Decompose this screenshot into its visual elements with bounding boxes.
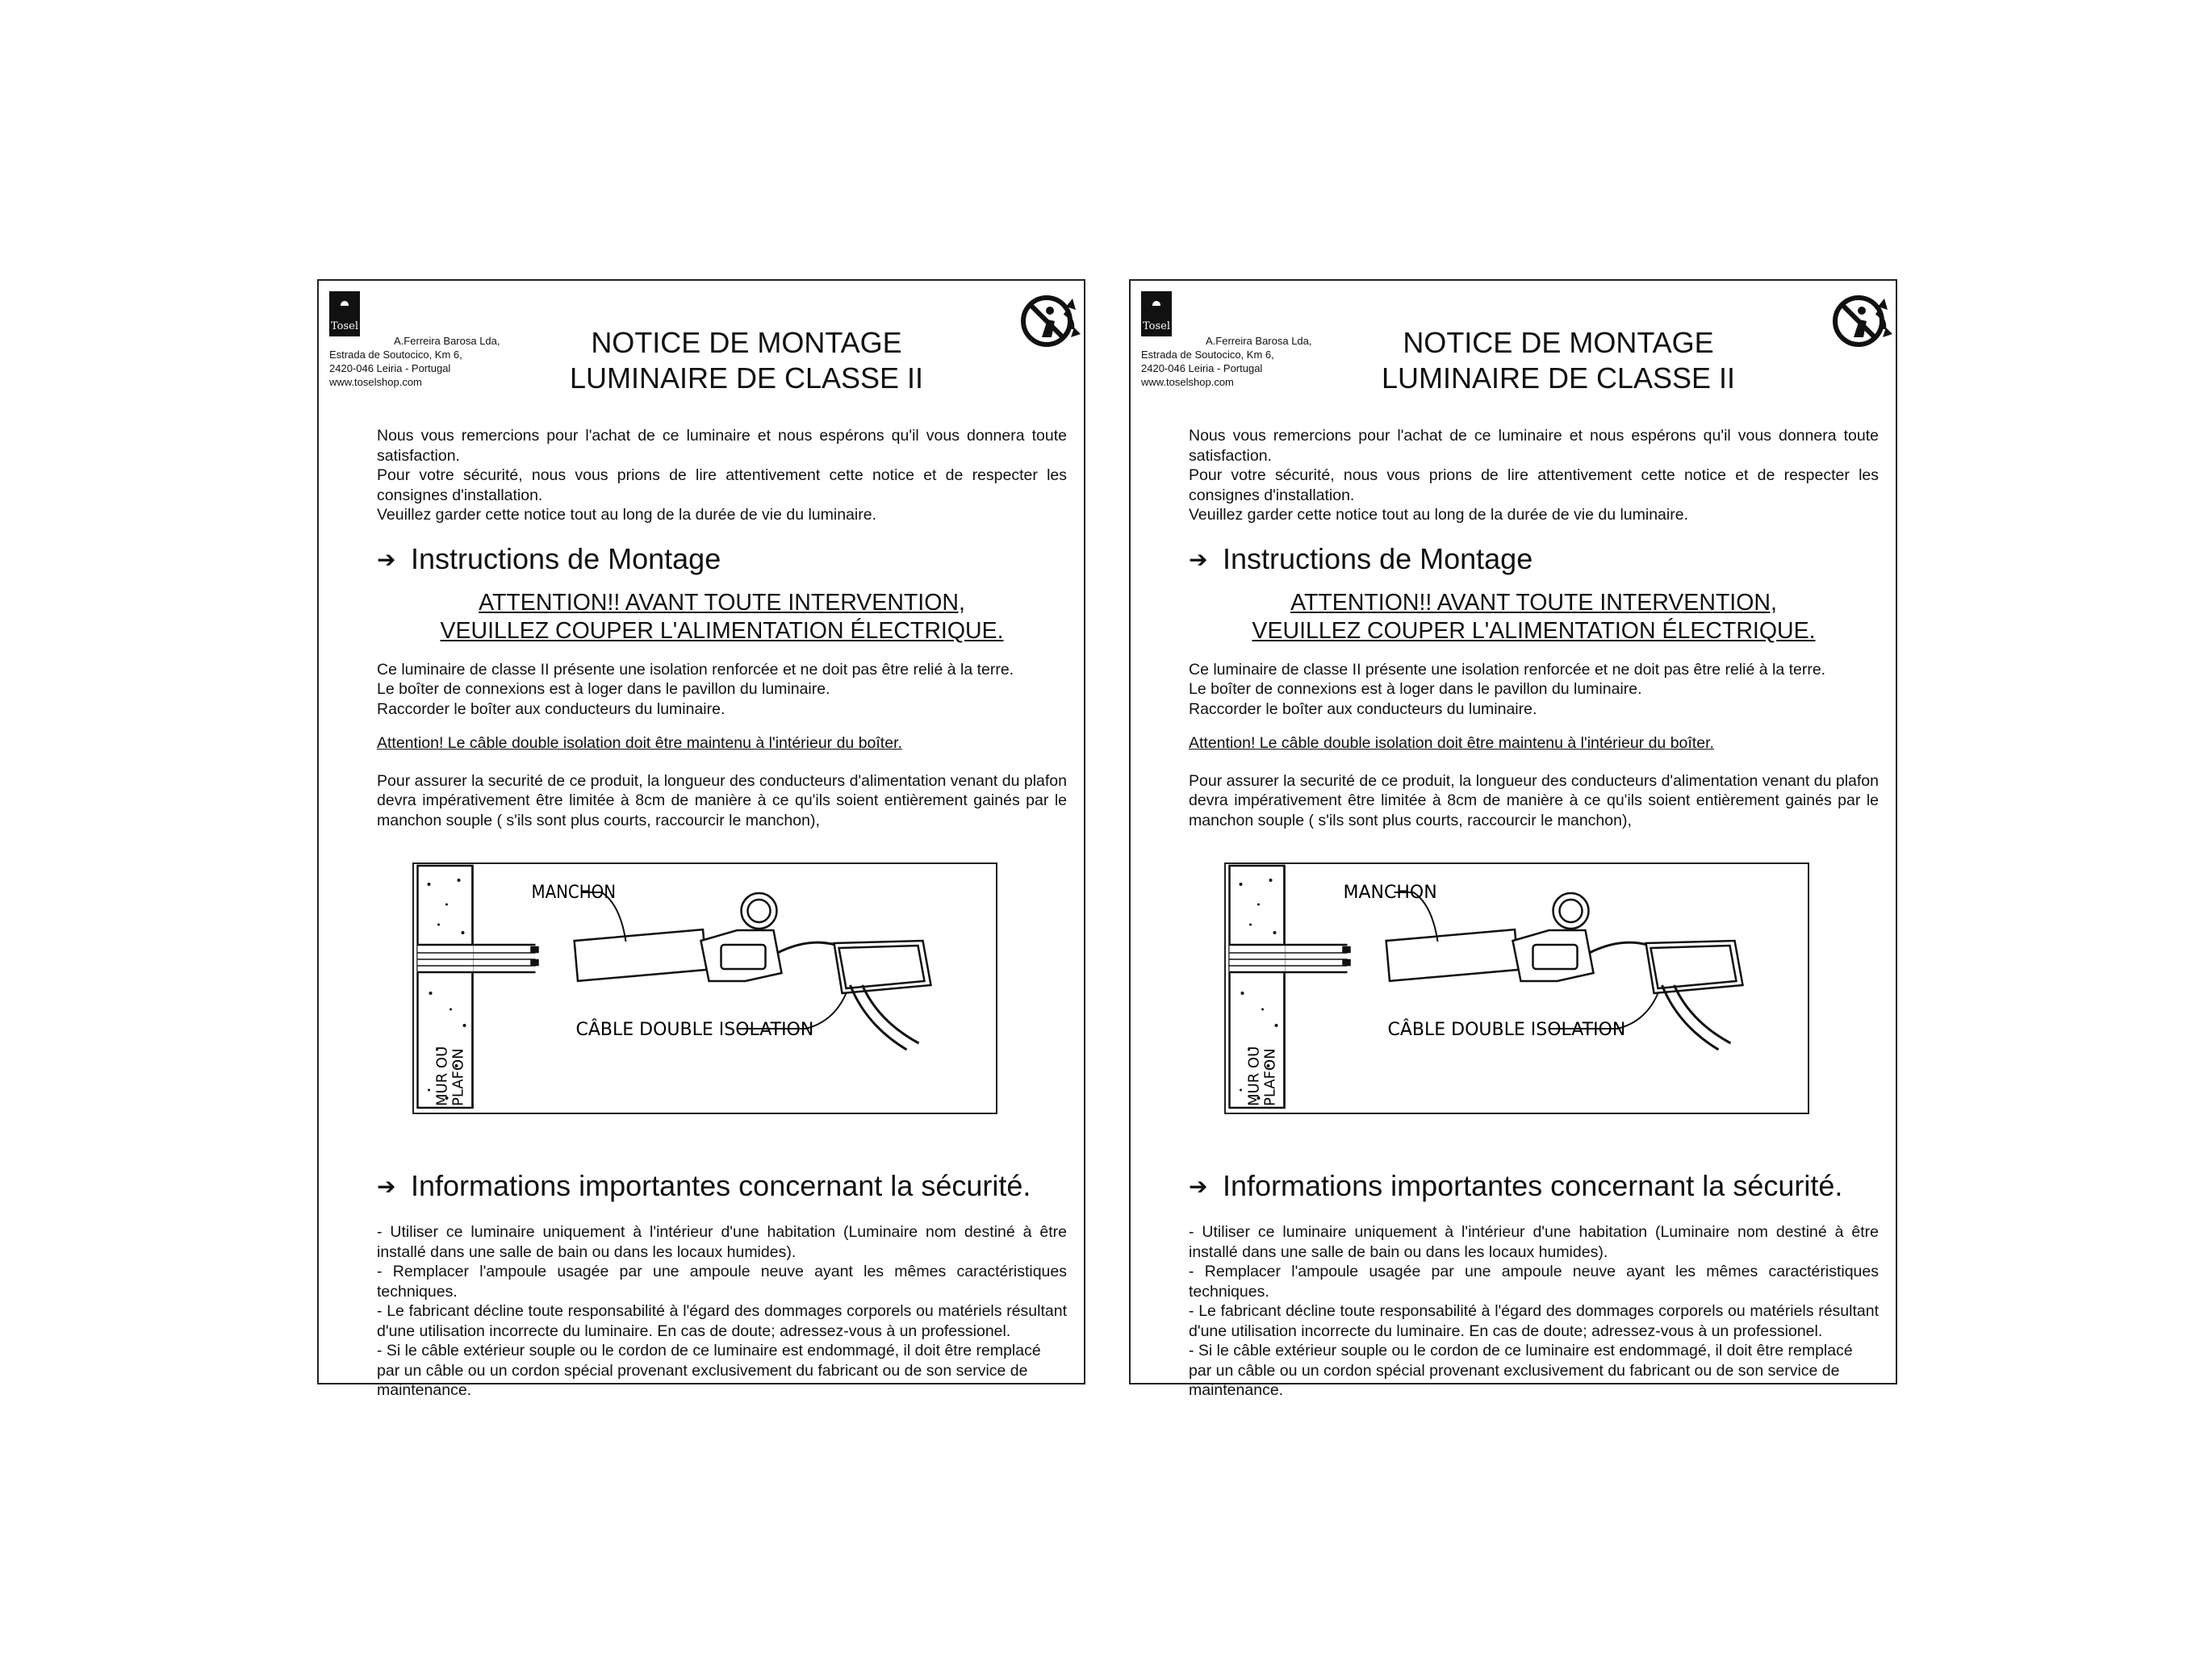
label-manchon: MANCHON: [531, 883, 617, 903]
logo-text: Tosel: [1143, 320, 1171, 332]
section-title: Instructions de Montage: [1223, 541, 1533, 575]
instruction-line: Raccorder le boîter aux conducteurs du luminaire.: [1189, 700, 1537, 718]
cable-warning-note: Attention! Le câble double isolation doit être maintenu à l'intérieur du boîter.: [377, 734, 902, 752]
section-heading-safety: [377, 1168, 1067, 1205]
intro-line: Pour votre sécurité, nous vous prions de lire attentivement cette notice et de respecter les consignes d'installation.: [377, 466, 1067, 504]
security-paragraph: Pour assurer la securité de ce produit, la longueur des conducteurs d'alimentation venant du plafon devra impérativement être limitée à 8cm de manière à ce qu'ils soient entièrement gainés par le manchon souple ( s'ils sont plus courts, raccourcir le manchon),: [377, 771, 1067, 829]
attention-warning: [1189, 589, 1879, 645]
instructions-text: [377, 660, 1067, 720]
sleeve-manchon: [1386, 929, 1519, 981]
company-name: A.Ferreira Barosa Lda,: [1206, 335, 1312, 347]
company-address: [329, 334, 500, 389]
intro-text: [377, 426, 1067, 525]
tosel-logo: [1141, 291, 1172, 336]
logo-text: Tosel: [331, 320, 359, 332]
safety-item: - Utiliser ce luminaire uniquement à l'intérieur d'une habitation (Luminaire nom destiné à être installé dans une salle de bain ou dans les locaux humides).: [377, 1223, 1067, 1261]
safety-item: - Remplacer l'ampoule usagée par une ampoule neuve ayant les mêmes caractéristiques techniques.: [1189, 1263, 1879, 1301]
label-cable: CÂBLE DOUBLE ISOLATION: [575, 1020, 814, 1040]
label-wall-1: MUR OU: [1245, 1046, 1263, 1106]
intro-line: Nous vous remercions pour l'achat de ce luminaire et nous espérons qu'il vous donnera toute satisfaction.: [1189, 427, 1879, 465]
cable-warning-note: Attention! Le câble double isolation doit être maintenu à l'intérieur du boîter.: [1189, 734, 1714, 752]
lamp-icon: [341, 301, 349, 306]
attention-line1: ATTENTION!! AVANT TOUTE INTERVENTION,: [1290, 589, 1777, 616]
title-line2: LUMINAIRE DE CLASSE II: [1381, 361, 1736, 395]
instruction-line: Le boîter de connexions est à loger dans le pavillon du luminaire.: [377, 680, 830, 698]
label-wall-2: PLAFON: [450, 1048, 467, 1106]
company-name: A.Ferreira Barosa Lda,: [394, 335, 500, 347]
instruction-sheet-left: [317, 279, 1085, 1399]
intro-line: Pour votre sécurité, nous vous prions de lire attentivement cette notice et de respecter les consignes d'installation.: [1189, 466, 1879, 504]
company-website: www.toselshop.com: [1141, 376, 1234, 388]
sleeve-manchon: [575, 929, 707, 981]
arrow-right-icon: ➔: [377, 546, 396, 572]
section-heading-safety: [1189, 1168, 1879, 1205]
instruction-line: Raccorder le boîter aux conducteurs du luminaire.: [377, 700, 725, 718]
section-title: Informations importantes concernant la sécurité.: [1223, 1169, 1843, 1202]
intro-line: Nous vous remercions pour l'achat de ce luminaire et nous espérons qu'il vous donnera toute satisfaction.: [377, 427, 1067, 465]
company-address-line2: 2420-046 Leiria - Portugal: [1141, 362, 1263, 374]
recycle-disposal-icon: [1018, 289, 1082, 353]
safety-item: - Utiliser ce luminaire uniquement à l'intérieur d'une habitation (Luminaire nom destiné à être installé dans une salle de bain ou dans les locaux humides).: [1189, 1223, 1879, 1261]
section-title: Instructions de Montage: [411, 541, 721, 575]
instruction-sheet-right: [1129, 279, 1897, 1399]
wiring-diagram: [1224, 862, 1809, 1114]
main-content: [377, 426, 1067, 830]
safety-item: - Le fabricant décline toute responsabilité à l'égard des dommages corporels ou matériels résultant d'une utilisation incorrecte du luminaire. En cas de doute; adressez-vous à un professionel.: [377, 1302, 1067, 1340]
recycle-disposal-icon: [1829, 289, 1894, 353]
title-line1: NOTICE DE MONTAGE: [591, 326, 902, 359]
section-heading-instructions: [1189, 541, 1879, 578]
connector-block: [701, 930, 782, 981]
wiring-diagram-drawing: [414, 864, 996, 1113]
company-address-line1: Estrada de Soutocico, Km 6,: [1141, 349, 1274, 361]
tosel-logo: [329, 291, 360, 336]
intro-line: Veuillez garder cette notice tout au long de la durée de vie du luminaire.: [377, 506, 876, 524]
safety-item: - Remplacer l'ampoule usagée par une ampoule neuve ayant les mêmes caractéristiques techniques.: [377, 1263, 1067, 1301]
intro-line: Veuillez garder cette notice tout au long de la durée de vie du luminaire.: [1189, 506, 1688, 524]
section-title: Informations importantes concernant la sécurité.: [411, 1169, 1031, 1202]
title-line2: LUMINAIRE DE CLASSE II: [569, 361, 924, 395]
attention-warning: [377, 589, 1067, 645]
safety-list: [1189, 1222, 1879, 1401]
company-website: www.toselshop.com: [329, 376, 422, 388]
section-heading-instructions: [377, 541, 1067, 578]
company-address: [1141, 334, 1312, 389]
safety-item: - Si le câble extérieur souple ou le cordon de ce luminaire est endommagé, il doit être remplacé par un câble ou un cordon spécial provenant exclusivement du fabricant ou de son service de maintenance.: [1189, 1342, 1853, 1399]
instructions-text: [1189, 660, 1879, 720]
title-line1: NOTICE DE MONTAGE: [1403, 326, 1714, 359]
arrow-right-icon: ➔: [1189, 1174, 1208, 1199]
main-content: [1189, 426, 1879, 830]
safety-item: - Le fabricant décline toute responsabilité à l'égard des dommages corporels ou matériels résultant d'une utilisation incorrecte du luminaire. En cas de doute; adressez-vous à un professionel.: [1189, 1302, 1879, 1340]
safety-item: - Si le câble extérieur souple ou le cordon de ce luminaire est endommagé, il doit être remplacé par un câble ou un cordon spécial provenant exclusivement du fabricant ou de son service de maintenance.: [377, 1342, 1041, 1399]
intro-text: [1189, 426, 1879, 525]
attention-line2: VEUILLEZ COUPER L'ALIMENTATION ÉLECTRIQUE.: [440, 617, 1004, 644]
security-paragraph: Pour assurer la securité de ce produit, la longueur des conducteurs d'alimentation venant du plafon devra impérativement être limitée à 8cm de manière à ce qu'ils soient entièrement gainés par le manchon souple ( s'ils sont plus courts, raccourcir le manchon),: [1189, 771, 1879, 829]
instruction-line: Le boîter de connexions est à loger dans le pavillon du luminaire.: [1189, 680, 1642, 698]
safety-block: [1189, 1168, 1879, 1401]
connector-block: [1513, 930, 1594, 981]
page-title: [537, 325, 956, 396]
attention-line1: ATTENTION!! AVANT TOUTE INTERVENTION,: [479, 589, 965, 616]
company-address-line1: Estrada de Soutocico, Km 6,: [329, 349, 462, 361]
wiring-diagram: [412, 862, 997, 1114]
label-cable: CÂBLE DOUBLE ISOLATION: [1387, 1020, 1626, 1040]
label-manchon: MANCHON: [1343, 883, 1437, 903]
safety-block: [377, 1168, 1067, 1401]
safety-list: [377, 1222, 1067, 1401]
label-wall-1: MUR OU: [433, 1046, 451, 1106]
wiring-diagram-drawing: [1226, 864, 1808, 1113]
arrow-right-icon: ➔: [1189, 546, 1208, 572]
attention-line2: VEUILLEZ COUPER L'ALIMENTATION ÉLECTRIQUE.: [1252, 617, 1816, 644]
label-wall-2: PLAFON: [1261, 1048, 1279, 1106]
lamp-icon: [1152, 301, 1160, 306]
company-address-line2: 2420-046 Leiria - Portugal: [329, 362, 451, 374]
page-title: [1349, 325, 1768, 396]
instruction-line: Ce luminaire de classe II présente une isolation renforcée et ne doit pas être relié à la terre.: [377, 660, 1014, 679]
instruction-line: Ce luminaire de classe II présente une isolation renforcée et ne doit pas être relié à la terre.: [1189, 660, 1826, 679]
arrow-right-icon: ➔: [377, 1174, 396, 1199]
